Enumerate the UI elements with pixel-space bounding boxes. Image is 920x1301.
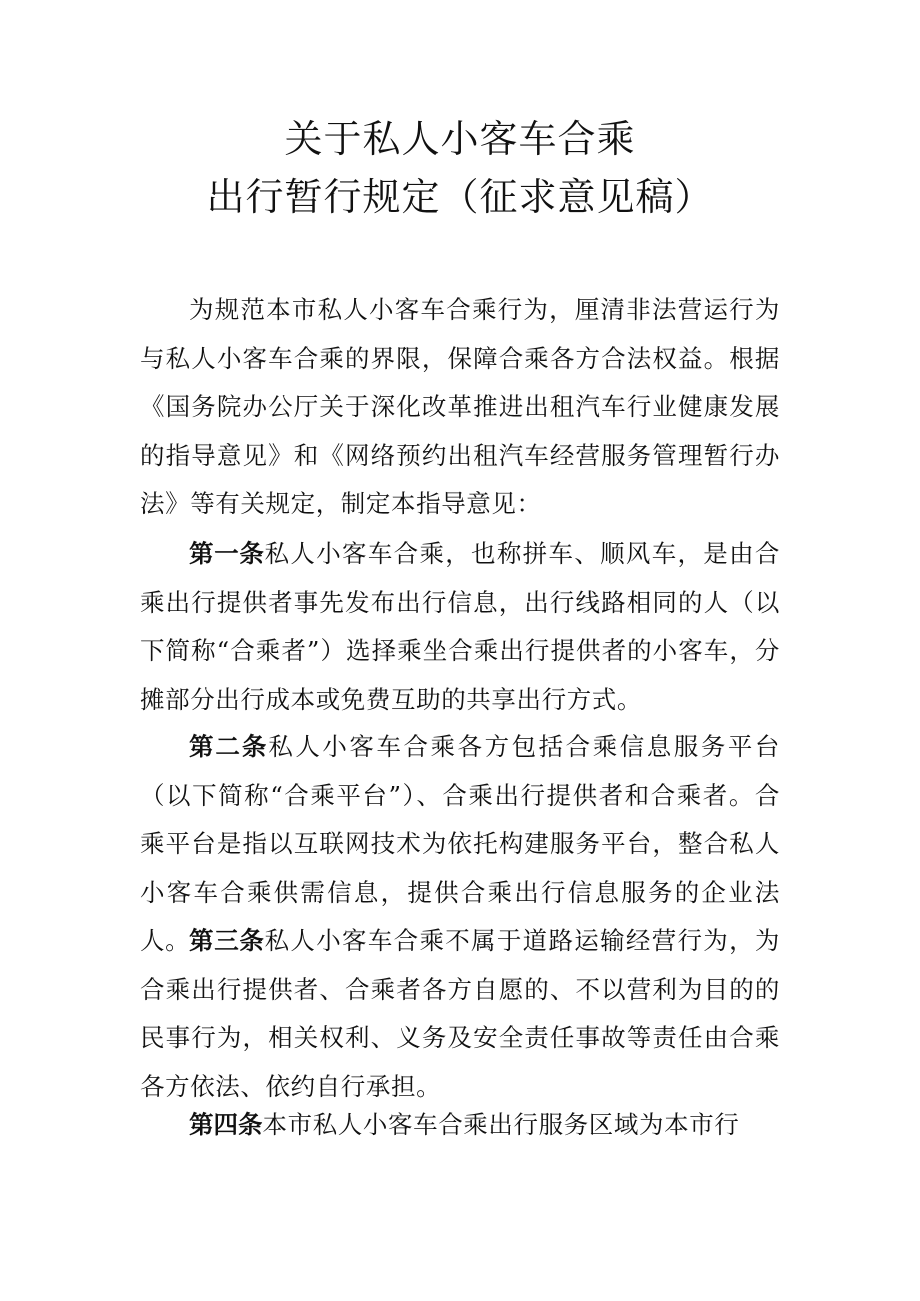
article-2-number: 第二条: [189, 732, 269, 761]
article-1-number: 第一条: [189, 539, 265, 568]
article-1-text: 私人小客车合乘，也称拼车、顺风车，是由合乘出行提供者事先发布出行信息，出行线路相同的人（以下简称“合乘者”）选择乘坐合乘出行提供者的小客车，分摊部分出行成本或免费互助的共享出行方式。: [140, 539, 781, 714]
article-4-paragraph: [140, 1101, 780, 1150]
article-2-text: 私人小客车合乘各方包括合乘信息服务平台（以下简称“合乘平台”）、合乘出行提供者和合乘者。合乘平台是指以互联网技术为依托构建服务平台，整合私人小客车合乘供需信息，提供合乘出行信息服务的企业法人。: [140, 732, 781, 955]
article-4-number: 第四条: [189, 1110, 263, 1139]
intro-paragraph: 为规范本市私人小客车合乘行为，厘清非法营运行为与私人小客车合乘的界限，保障合乘各方合法权益。根据《国务院办公厅关于深化改革推进出租汽车行业健康发展的指导意见》和《网络预约出租汽车经营服务管理暂行办法》等有关规定，制定本指导意见：: [140, 295, 780, 518]
article-4-text: 本市私人小客车合乘出行服务区域为本市行: [262, 1110, 740, 1139]
article-3-paragraph: [140, 917, 780, 1111]
article-3-text: 私人小客车合乘不属于道路运输经营行为，为合乘出行提供者、合乘者各方自愿的、不以营利为目的的民事行为，相关权利、义务及安全责任事故等责任由合乘各方依法、依约自行承担。: [140, 926, 781, 1101]
article-1-paragraph: [140, 530, 780, 724]
document-title-line-1: 关于私人小客车合乘: [284, 117, 636, 161]
article-3-number: 第三条: [189, 926, 265, 955]
document-title-line-2: 出行暂行规定（征求意见稿）: [206, 175, 714, 219]
